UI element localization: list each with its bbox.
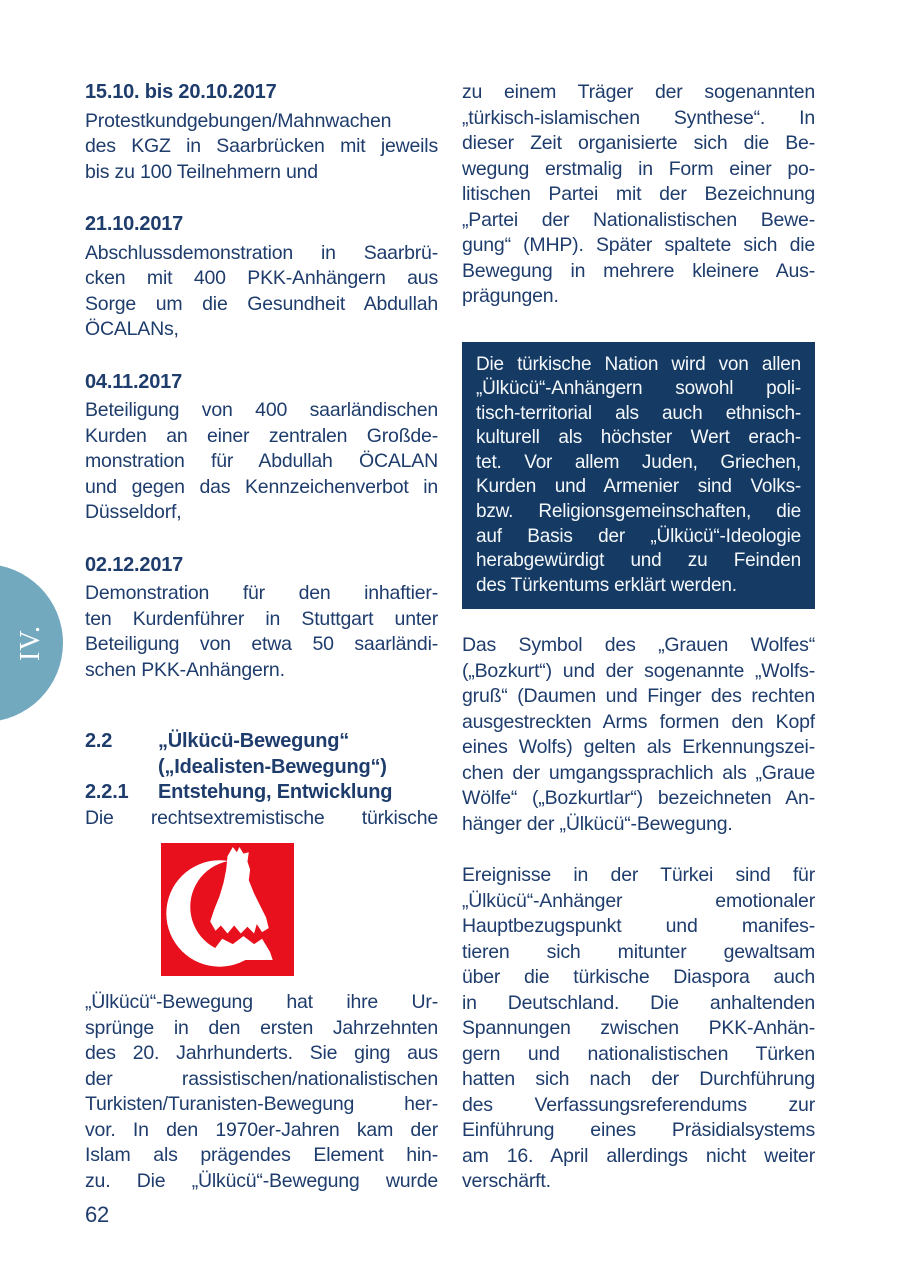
body-text-line: hänger der „Ülkücü“-Bewegung. [462,812,733,835]
paragraph [462,863,815,1195]
body-text-line: Islam als prägendes Element hin- [85,1144,438,1166]
body-text-line: hatten sich nach der Durchführung [462,1068,815,1091]
body-text-line: „Ülkücü“-Bewegung hat ihre Ur- [85,991,438,1013]
paragraph [85,581,438,683]
box-text-line: herabgewürdigt und zu Feinden [476,550,801,572]
paragraph [462,80,815,310]
box-text-line: tisch-territorial als auch ethnisch- [476,402,801,424]
body-text-line: Einführung eines Präsidialsystems [462,1119,815,1142]
body-text-line: des 20. Jahrhunderts. Sie ging aus [85,1042,438,1064]
body-text-line: bis zu 100 Teilnehmern und [85,160,318,183]
body-text-line: Die rechtsextremistische türkische [85,806,438,829]
section-title: „Ülkücü-Bewegung“ [158,730,350,752]
body-text-line: prägungen. [462,285,559,307]
section-heading-row [85,729,438,755]
body-text-line: zu einem Träger der sogenannten [462,81,815,103]
date-heading: 04.11.2017 [85,370,182,393]
body-text-line: Beteiligung von 400 saarländischen [85,399,438,421]
section-title: Entstehung, Entwicklung [158,781,393,803]
body-text-line: „Partei der Nationalistischen Bewe- [462,208,815,231]
box-text-line: auf Basis der „Ülkücü“-Ideologie [476,525,801,547]
body-text-line: des KGZ in Saarbrücken mit jeweils [85,135,438,157]
date-heading: 15.10. bis 20.10.2017 [85,81,277,103]
box-text-line: des Türkentums erklärt werden. [476,574,737,596]
body-text-line: ÖCALANs, [85,318,179,340]
body-text-line: chen der umgangssprachlich als „Graue [462,761,815,784]
wolf-crescent-logo [161,843,294,976]
body-text-line: tieren sich mitunter gewaltsam [462,940,815,963]
body-text-line: schen PKK-Anhängern. [85,658,285,681]
body-text-line: „Ülkücü“-Anhänger emotionaler [462,889,815,912]
box-text-line: Die türkische Nation wird von allen [476,353,801,375]
box-text-line: „Ülkücü“-Anhängern sowohl poli- [476,378,801,400]
body-text-line: und gegen das Kennzeichenverbot in [85,475,438,498]
body-text-line: gern und nationalistischen Türken [462,1042,815,1065]
body-text-line: gung“ (MHP). Später spaltete sich die [462,234,815,256]
body-text-line: Wölfe“ („Bozkurtlar“) bezeichneten An- [462,787,815,810]
body-text-line: Das Symbol des „Grauen Wolfes“ [462,634,815,657]
left-column [85,80,438,1194]
box-text-line: bzw. Religionsgemeinschaften, die [476,501,801,523]
body-text-line: eines Wolfs) gelten als Erkennungszei- [462,736,815,759]
body-text-line: am 16. April allerdings nicht weiter [462,1144,815,1167]
section-tab-label: IV. [15,625,47,661]
date-heading: 21.10.2017 [85,213,184,235]
section-heading-row [85,780,438,806]
section-title: („Idealisten-Bewegung“) [158,755,387,778]
box-text-line: Kurden und Armenier sind Volks- [476,476,801,498]
grey-wolves-emblem [161,843,294,976]
body-text-line: monstration für Abdullah ÖCALAN [85,450,438,472]
body-text-line: Turkisten/Turanisten-Bewegung her- [85,1093,438,1115]
section-heading-row [85,755,438,781]
box-text-line: tet. Vor allem Juden, Griechen, [476,451,801,473]
paragraph [85,241,438,343]
section-number: 2.2.1 [85,781,129,803]
body-text-line: cken mit 400 PKK-Anhängern aus [85,267,438,289]
section-heading [85,729,438,806]
highlight-box [462,342,815,610]
body-text-line: Abschlussdemonstration in Saarbrü- [85,241,438,264]
body-text-line: Ereignisse in der Türkei sind für [462,864,815,887]
section-number: 2.2 [85,730,113,752]
body-text-line: vor. In den 1970er-Jahren kam der [85,1118,438,1141]
body-text-line: verschärft. [462,1170,551,1193]
paragraph [85,990,438,1194]
body-text-line: des Verfassungsreferendums zur [462,1093,815,1116]
body-text-line: Bewegung in mehrere kleinere Aus- [462,259,815,282]
body-text-line: gruß“ (Daumen und Finger des rechten [462,685,815,708]
body-text-line: Hauptbezugspunkt und manifes- [462,915,815,938]
body-text-line: („Bozkurt“) und der sogenannte „Wolfs- [462,659,815,682]
page-number: 62 [85,1202,110,1227]
section-number [85,755,158,781]
paragraph [85,109,438,186]
body-text-line: in Deutschland. Die anhaltenden [462,991,815,1014]
body-text-line: sprünge in den ersten Jahrzehnten [85,1016,438,1039]
body-text-line: Beteiligung von etwa 50 saarländi- [85,633,438,655]
body-text-line: ten Kurdenführer in Stuttgart unter [85,607,438,630]
body-text-line: ausgestreckten Arms formen den Kopf [462,710,815,733]
paragraph [462,633,815,837]
body-text-line: Demonstration für den inhaftier- [85,582,438,604]
body-text-line: Kurden an einer zentralen Großde- [85,424,438,447]
section-tab [0,564,63,722]
body-text-line: „türkisch-islamischen Synthese“. In [462,106,815,129]
paragraph [85,398,438,526]
paragraph [85,806,438,832]
body-text-line: Sorge um die Gesundheit Abdullah [85,292,438,315]
body-text-line: litischen Partei mit der Bezeichnung [462,183,815,205]
body-text-line: Protestkundgebungen/Mahnwachen [85,109,392,132]
body-text-line: über die türkische Diaspora auch [462,966,815,989]
body-text-line: Düsseldorf, [85,501,182,523]
box-text-line: kulturell als höchster Wert erach- [476,427,801,449]
body-text-line: zu. Die „Ülkücü“-Bewegung wurde [85,1169,438,1192]
body-text-line: wegung erstmalig in Form einer po- [462,157,815,180]
body-text-line: Spannungen zwischen PKK-Anhän- [462,1017,815,1040]
body-text-line: der rassistischen/nationalistischen [85,1067,438,1090]
body-text-line: dieser Zeit organisierte sich die Be- [462,132,815,154]
right-column [462,80,815,1195]
date-heading: 02.12.2017 [85,553,184,576]
